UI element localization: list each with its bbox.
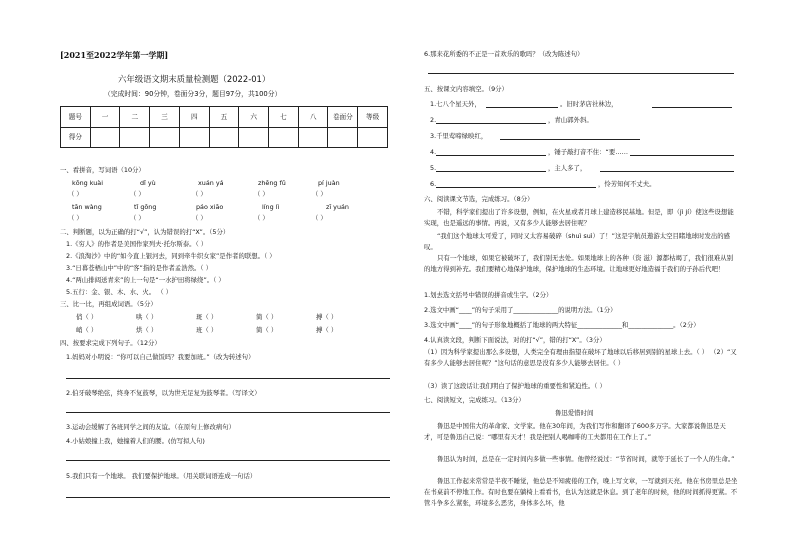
answer-line[interactable] [66, 497, 390, 498]
score-header-cell: 七 [269, 107, 299, 128]
blank[interactable] [600, 171, 734, 172]
answer-paren[interactable]: （ ） [68, 190, 83, 198]
answer-line[interactable] [66, 412, 390, 413]
fill-4a: 4. [430, 148, 437, 156]
sentence-task-2: 2.伯牙破琴绝弦，终身不复鼓琴，以为世无足复为鼓琴者。（写译文） [66, 389, 261, 397]
compare-word: 峭（ ） [76, 326, 98, 334]
score-cell[interactable] [358, 127, 388, 148]
judge-item-3: 3.“日暮苍梧山中”中的“客”指的是作者孟浩然。（ ） [66, 264, 212, 272]
story-title: 鲁迅爱惜时间 [555, 409, 594, 417]
section-4-title: 四、按要求完成下列句子。（12分） [60, 339, 161, 347]
score-cell[interactable] [179, 127, 209, 148]
score-header-cell: 四 [179, 107, 209, 128]
score-header-cell: 题号 [61, 107, 91, 128]
judge-item-1: 1.《穷人》的作者是美国作家列夫·托尔斯泰。（ ） [66, 240, 208, 248]
fill-2b: ，青山郭外斜。 [548, 116, 593, 124]
answer-paren[interactable]: （ ） [68, 214, 83, 222]
compare-word: 搏（ ） [316, 313, 338, 321]
compare-word: 简（ ） [256, 326, 278, 334]
story-para-2: 鲁迅认为时间，总是在一定时间内多做一些事情。他曾经说过：“节省时间，就等于延长了一个人的生命。” [437, 455, 735, 463]
fill-6b: ，怜芳知何不丈夫。 [598, 180, 656, 188]
sentence-task-3: 3.运动会缓解了各班同学之间的友谊。（在原句上修改病句） [66, 423, 236, 431]
fill-3a: 3.千里莺啼绿映红， [430, 132, 488, 140]
blank[interactable] [436, 155, 546, 156]
pinyin-10: zī yuán [326, 203, 349, 211]
answer-paren[interactable]: （ ） [130, 214, 145, 222]
answer-line[interactable] [66, 378, 390, 379]
compare-word: 班（ ） [196, 326, 218, 334]
score-header-cell: 五 [209, 107, 239, 128]
compare-word: 搏（ ） [316, 326, 338, 334]
section-1-title: 一、看拼音，写词语（10分） [60, 166, 145, 174]
answer-paren[interactable]: （ ） [312, 190, 327, 198]
score-header-cell: 六 [239, 107, 269, 128]
score-header-cell: 二 [120, 107, 150, 128]
score-header-cell: 卷面分 [328, 107, 358, 128]
passage-para-3: 只有一个地球，如果它被破坏了，我们别无去处。如果地球上的各种（资 滋）源都枯竭了，我们很难从别的地方得到补充。我们要精心地保护地球，保护地球的生态环境。让地球更好地造福于我们的子孙后代吧！ [424, 254, 733, 273]
compare-word: 烘（ ） [136, 326, 158, 334]
section-2-title: 二、判断题，以为正确的打“√”，认为错误的打“X”。（5分） [60, 228, 230, 236]
score-table-score-row [61, 127, 388, 148]
passage-para-2: “我们这个地球太可爱了，同时又太容易破碎（shuì suì）了！”这是宇航员遨游太空目睹地球时发出的感叹。 [424, 232, 731, 251]
pinyin-5: pí juàn [318, 179, 340, 187]
exam-info: （完成时间：90分钟，卷面分3分，题目97分，共100分） [104, 90, 282, 98]
fill-5b: ，主人多了， [548, 164, 587, 172]
fill-5a: 5. [430, 164, 437, 172]
reading-question-3: 3.选文中画“____”的句子形象地概括了地球的两大特征______________和______________。（2分） [424, 321, 700, 329]
blank[interactable] [630, 155, 734, 156]
answer-paren[interactable]: （ ） [254, 190, 269, 198]
judge-item-4: 4.“两山排闼送青来”的上一句是“一水护田将绿绕”。（ ） [66, 276, 225, 284]
score-header-cell: 三 [150, 107, 180, 128]
section-5-title: 五、按课文内容填空。（9分） [424, 85, 508, 93]
section-3-title: 三、比一比，再组成词语。（5分） [60, 300, 157, 308]
reading-question-4: 4.认真读文段，判断下面说法，对的打“√”，错的打“X”。（3分） [424, 336, 606, 344]
fill-6a: 6. [430, 180, 437, 188]
pinyin-1: kōng kuài [72, 179, 103, 187]
sentence-task-4: 4.小姑娘撞上我，她撞着人们的腰。(仿写拟人句) [66, 437, 205, 445]
section-7-title: 七、阅读短文，完成练习。（13分） [424, 396, 525, 404]
pinyin-4: zhēng fǔ [258, 179, 286, 187]
exam-title: 六年级语文期末质量检测题（2022-01） [118, 74, 271, 84]
reading-question-4-1: （1）因为科学家提出那么多设想，人类完全有理由指望在破坏了地球以后移居到别的星球上去。（ ） （2）“又有多少人能够去居住呢？”这句话的意思是没有多少人能够去居住。（ ） [424, 348, 737, 367]
answer-line[interactable] [66, 460, 390, 461]
answer-line[interactable] [428, 73, 734, 74]
fill-2a: 2. [430, 116, 437, 124]
judge-item-5: 5.五行：金、银、木、水、火。 （ ） [66, 288, 173, 296]
compare-word: 俏（ ） [76, 313, 98, 321]
score-table-header-row [61, 107, 388, 128]
blank[interactable] [436, 187, 596, 188]
sentence-task-5: 5.我们只有一个地球。 我们要保护地球。（用关联词语连成一句话） [66, 472, 257, 480]
passage-para-1: 不错，科学家们提出了许多设想，例如，在火星或者月球上建造移民基地。但是，即（jì jí）使这些设想能实现，也是遥远的事情。再说，又有多少人能够去居住呢？ [424, 208, 734, 227]
story-para-3: 鲁迅工作起来常常是半夜不睡觉，他总是不知疲倦的工作，晚上写文章，一写就到天亮。他在书房里总是坐在书桌前不停地工作。有时也要在躺椅上看看书，也认为这就是休息。到了老年的时候，他的时间抓得更紧。不管斗争多么紧张，环境多么恶劣，身体多么坏，他 [424, 477, 738, 507]
score-cell[interactable] [269, 127, 299, 148]
answer-paren[interactable]: （ ） [192, 214, 207, 222]
score-cell[interactable] [150, 127, 180, 148]
fill-4b: ，锤子敲打音不住：“要…… [548, 148, 628, 156]
pinyin-6: tān wàng [72, 203, 102, 211]
pinyin-2: dǐ yù [140, 179, 156, 187]
reading-question-4-3: （3）读了这段话让我们明白了保护地球的重要性和紧迫性。（ ） [424, 382, 606, 390]
fill-1a: 1.七八个星天外， [430, 100, 481, 108]
pinyin-8: páo xiāo [196, 203, 224, 211]
score-cell[interactable] [328, 127, 358, 148]
rewrite-task-6: 6.那来花所委的不正是一首欢乐的歌吗？（改为陈述句） [424, 50, 584, 58]
blank[interactable] [436, 123, 546, 124]
compare-word: 斑（ ） [196, 313, 218, 321]
compare-word: 哄（ ） [136, 313, 158, 321]
fill-1b: 。旧时茅店社林边， [560, 100, 618, 108]
reading-question-2: 2.选文中画“____”的句子采用了______________的说明方法。（1分） [424, 306, 617, 314]
pinyin-9: líng lì [262, 203, 280, 211]
section-6-title: 六、阅读课文节选，完成练习。（8分） [424, 195, 534, 203]
score-table [60, 106, 388, 148]
term-header: [2021至2022学年第一学期] [60, 50, 169, 60]
score-cell[interactable] [120, 127, 150, 148]
score-cell[interactable] [239, 127, 269, 148]
score-row-label: 得分 [61, 127, 91, 148]
score-cell[interactable] [90, 127, 120, 148]
score-header-cell: 八 [298, 107, 328, 128]
blank[interactable] [486, 107, 558, 108]
pinyin-7: tǐ gōng [134, 203, 157, 211]
score-cell[interactable] [209, 127, 239, 148]
score-header-cell: 一 [90, 107, 120, 128]
blank[interactable] [500, 139, 640, 140]
blank[interactable] [436, 171, 546, 172]
reading-question-1: 1.划去选文括号中错误的拼音或生字。（2分） [424, 291, 553, 299]
blank[interactable] [652, 107, 732, 108]
answer-paren[interactable]: （ ） [130, 190, 145, 198]
pinyin-3: xuán yá [198, 179, 224, 187]
story-para-1: 鲁迅是中国伟大的革命家、文学家。他在30年间，为我们写作和翻译了600多万字。大家都说鲁迅是天才，可是鲁迅自己说：“哪里有天才！我是把别人喝咖啡的工夫都用在工作上了。” [424, 422, 726, 441]
answer-paren[interactable]: （ ） [254, 214, 269, 222]
compare-word: 简（ ） [256, 313, 278, 321]
score-header-cell: 等级 [358, 107, 388, 128]
judge-item-2: 2.《浪淘沙》中的“如今直上银河去，同到牵牛织女家”是作者的联想。（ ） [66, 252, 276, 260]
score-cell[interactable] [298, 127, 328, 148]
answer-paren[interactable]: （ ） [192, 190, 207, 198]
answer-paren[interactable]: （ ） [312, 214, 327, 222]
sentence-task-1: 1.妈妈对小明说：“你可以自己做饭吗？我要加班。”（改为转述句） [66, 353, 255, 361]
